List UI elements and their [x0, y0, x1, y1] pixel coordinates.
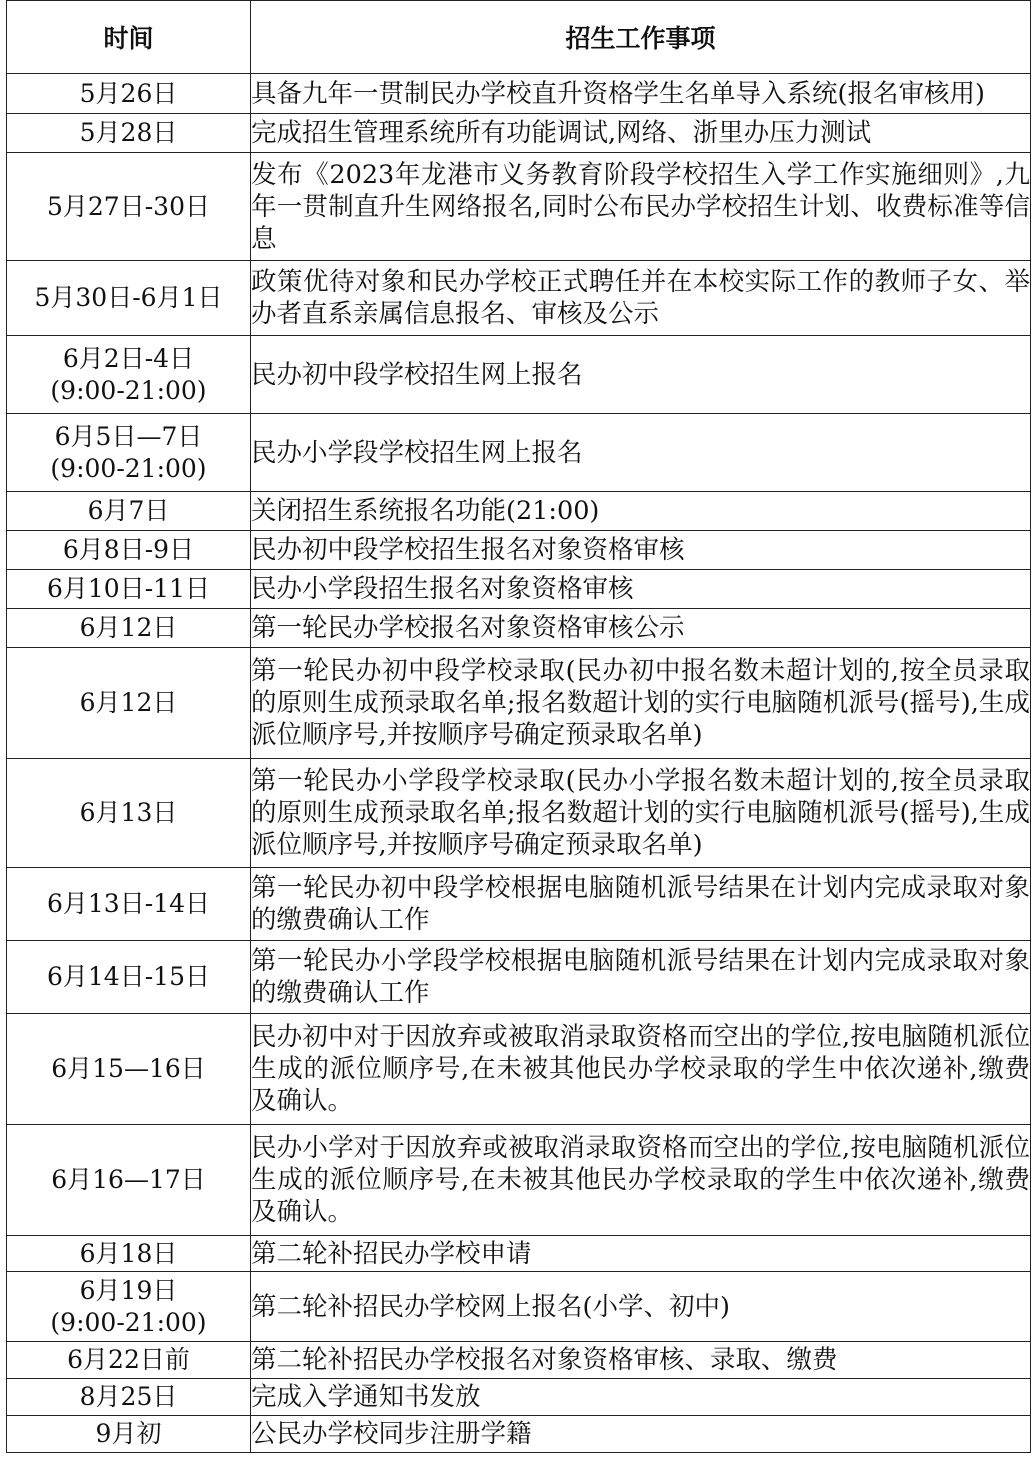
- table-row: [7, 1416, 1031, 1453]
- item-cell: 第一轮民办初中段学校根据电脑随机派号结果在计划内完成录取对象的缴费确认工作: [251, 868, 1031, 941]
- table-row: [7, 414, 1031, 492]
- time-cell: [7, 648, 251, 759]
- table-row: [7, 648, 1031, 759]
- item-cell: 第一轮民办小学段学校根据电脑随机派号结果在计划内完成录取对象的缴费确认工作: [251, 941, 1031, 1014]
- time-cell: [7, 261, 251, 336]
- time-cell: [7, 941, 251, 1014]
- item-cell: 民办初中段学校招生报名对象资格审核: [251, 531, 1031, 570]
- item-cell: 第一轮民办学校报名对象资格审核公示: [251, 609, 1031, 648]
- time-cell: [7, 1236, 251, 1272]
- time-text: 6月5日—7日: [54, 421, 203, 451]
- table-row: [7, 74, 1031, 114]
- table-row: [7, 261, 1031, 336]
- table-row: [7, 868, 1031, 941]
- item-cell: 第二轮补招民办学校申请: [251, 1236, 1031, 1272]
- time-cell: [7, 759, 251, 868]
- time-text: 6月13日: [79, 798, 178, 827]
- time-text: 6月2日-4日: [62, 343, 195, 373]
- item-cell: 第一轮民办小学段学校录取(民办小学报名数未超计划的,按全员录取的原则生成预录取名单;报名数超计划的实行电脑随机派号(摇号),生成派位顺序号,并按顺序号确定预录取名单): [251, 759, 1031, 868]
- time-text: (9:00-21:00): [50, 1307, 207, 1337]
- item-cell: 第二轮补招民办学校网上报名(小学、初中): [251, 1272, 1031, 1342]
- time-text: 5月26日: [79, 78, 178, 108]
- time-cell: [7, 1125, 251, 1236]
- item-cell: 完成招生管理系统所有功能调试,网络、浙里办压力测试: [251, 114, 1031, 153]
- time-text: 6月7日: [87, 496, 170, 525]
- table-row: [7, 1236, 1031, 1272]
- time-cell: [7, 153, 251, 261]
- time-cell: [7, 492, 251, 531]
- time-cell: [7, 336, 251, 414]
- table-row: [7, 1342, 1031, 1379]
- table-row: [7, 1272, 1031, 1342]
- time-cell: [7, 114, 251, 153]
- table-row: [7, 492, 1031, 531]
- time-cell: [7, 1272, 251, 1342]
- item-cell: 第一轮民办初中段学校录取(民办初中报名数未超计划的,按全员录取的原则生成预录取名单;报名数超计划的实行电脑随机派号(摇号),生成派位顺序号,并按顺序号确定预录取名单): [251, 648, 1031, 759]
- time-text: 6月12日: [79, 688, 178, 717]
- table-row: [7, 531, 1031, 570]
- time-cell: [7, 609, 251, 648]
- time-cell: [7, 414, 251, 492]
- time-text: 5月27日-30日: [47, 191, 210, 221]
- time-text: (9:00-21:00): [50, 375, 207, 405]
- time-cell: [7, 531, 251, 570]
- item-cell: 民办小学段招生报名对象资格审核: [251, 570, 1031, 609]
- item-cell: 政策优待对象和民办学校正式聘任并在本校实际工作的教师子女、举办者直系亲属信息报名、审核及公示: [251, 261, 1031, 336]
- time-text: 6月13日-14日: [47, 889, 210, 918]
- time-text: 6月8日-9日: [62, 535, 195, 564]
- table-header-row: [7, 1, 1031, 74]
- header-item: 招生工作事项: [251, 1, 1031, 74]
- item-cell: 民办初中段学校招生网上报名: [251, 336, 1031, 414]
- item-cell: 完成入学通知书发放: [251, 1379, 1031, 1416]
- time-text: 6月18日: [79, 1238, 178, 1268]
- item-cell: 第二轮补招民办学校报名对象资格审核、录取、缴费: [251, 1342, 1031, 1379]
- time-cell: [7, 570, 251, 609]
- time-text: 6月16—17日: [51, 1165, 206, 1194]
- item-cell: 公民办学校同步注册学籍: [251, 1416, 1031, 1453]
- time-text: 6月22日前: [67, 1345, 190, 1374]
- table-row: [7, 336, 1031, 414]
- table-row: [7, 153, 1031, 261]
- time-text: 6月19日: [79, 1275, 178, 1305]
- time-cell: [7, 1014, 251, 1125]
- time-text: 6月15—16日: [51, 1054, 206, 1083]
- item-cell: 民办初中对于因放弃或被取消录取资格而空出的学位,按电脑随机派位生成的派位顺序号,在未被其他民办学校录取的学生中依次递补,缴费及确认。: [251, 1014, 1031, 1125]
- time-text: 9月初: [95, 1419, 162, 1448]
- time-text: (9:00-21:00): [50, 453, 207, 483]
- time-cell: [7, 1416, 251, 1453]
- table-row: [7, 609, 1031, 648]
- time-cell: [7, 1342, 251, 1379]
- enrollment-schedule-table: [6, 0, 1031, 1453]
- item-cell: 民办小学段学校招生网上报名: [251, 414, 1031, 492]
- time-cell: [7, 868, 251, 941]
- time-text: 6月14日-15日: [47, 962, 210, 991]
- table-row: [7, 570, 1031, 609]
- item-cell: 民办小学对于因放弃或被取消录取资格而空出的学位,按电脑随机派位生成的派位顺序号,在未被其他民办学校录取的学生中依次递补,缴费及确认。: [251, 1125, 1031, 1236]
- item-cell: 发布《2023年龙港市义务教育阶段学校招生入学工作实施细则》,九年一贯制直升生网络报名,同时公布民办学校招生计划、收费标准等信息: [251, 153, 1031, 261]
- time-cell: [7, 74, 251, 114]
- time-text: 5月30日-6月1日: [34, 283, 223, 312]
- table-row: [7, 1014, 1031, 1125]
- time-text: 8月25日: [79, 1382, 178, 1411]
- time-cell: [7, 1379, 251, 1416]
- table-body: [7, 74, 1031, 1453]
- time-text: 6月12日: [79, 613, 178, 642]
- table-row: [7, 1125, 1031, 1236]
- item-cell: 具备九年一贯制民办学校直升资格学生名单导入系统(报名审核用): [251, 74, 1031, 114]
- header-time: 时间: [7, 1, 251, 74]
- time-text: 6月10日-11日: [47, 574, 210, 603]
- table-row: [7, 941, 1031, 1014]
- table-row: [7, 1379, 1031, 1416]
- table-row: [7, 759, 1031, 868]
- table-row: [7, 114, 1031, 153]
- time-text: 5月28日: [79, 118, 178, 147]
- item-cell: 关闭招生系统报名功能(21:00): [251, 492, 1031, 531]
